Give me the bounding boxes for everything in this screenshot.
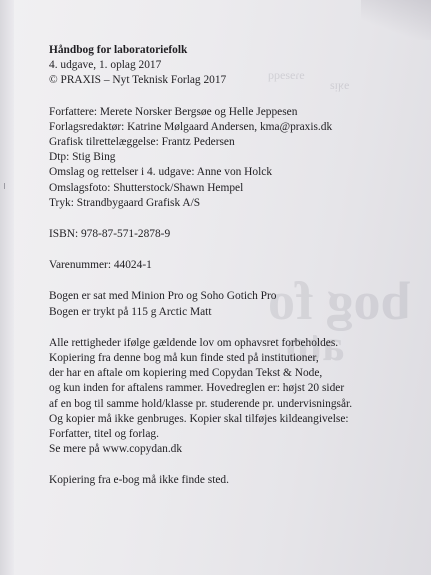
rights-line: af en bog til samme hold/klasse pr. studerende pr. undervisningsår. <box>49 397 353 410</box>
page-corner-shadow <box>361 0 431 40</box>
copyright-line: © PRAXIS – Nyt Teknisk Forlag 2017 <box>49 74 227 87</box>
book-title: Håndbog for laboratoriefolk <box>49 44 188 56</box>
typesetting-line: Bogen er sat med Minion Pro og Soho Gotich Pro <box>49 290 277 303</box>
credit-cover-photo: Omslagsfoto: Shutterstock/Shawn Hempel <box>49 181 244 194</box>
show-through-text: ɘʞᴉƨ <box>330 78 350 92</box>
rights-line: Se mere på www.copydan.dk <box>49 443 183 456</box>
rights-line: Kopiering fra denne bog må kun finde sted på institutioner, <box>49 352 319 365</box>
page-spine-edge <box>0 0 14 575</box>
spine-mark <box>4 183 8 189</box>
credit-authors: Forfattere: Merete Norsker Bergsøe og Helle Jeppesen <box>49 105 298 118</box>
credit-design: Grafisk tilrettelæggelse: Frantz Pedersen <box>49 136 235 149</box>
spacer <box>49 320 419 336</box>
rights-line: der har en aftale om kopiering med Copydan Tekst & Node, <box>49 367 323 380</box>
item-number-line: Varenummer: 44024-1 <box>49 259 152 272</box>
show-through-text: ato <box>286 321 345 370</box>
isbn-line: ISBN: 978-87-571-2878-9 <box>49 228 171 241</box>
credit-cover: Omslag og rettelser i 4. udgave: Anne von Holck <box>49 166 273 179</box>
spacer <box>49 211 419 227</box>
rights-line: Forfatter, titel og forlag. <box>49 428 159 441</box>
credit-editor: Forlagsredaktør: Katrine Mølgaard Andersen, kma@praxis.dk <box>49 120 333 133</box>
ebook-notice: Kopiering fra e-bog må ikke finde sted. <box>49 474 229 487</box>
spacer <box>49 242 419 258</box>
spacer <box>49 273 419 289</box>
colophon-content <box>49 43 419 489</box>
credit-print: Tryk: Strandbygaard Grafisk A/S <box>49 196 201 209</box>
spacer <box>49 457 419 473</box>
spacer <box>49 89 419 105</box>
rights-line: Og kopier må ikke genbruges. Kopier skal tilføjes kildeangivelse: <box>49 412 349 425</box>
show-through-text: ɘɿɘƨɘqq <box>268 68 305 82</box>
rights-line: Alle rettigheder ifølge gældende lov om ophavsret forbeholdes. <box>49 336 339 349</box>
rights-line: og kun inden for aftalens rammer. Hovedreglen er: højst 20 sider <box>49 382 345 395</box>
show-through-text: bog fo <box>268 271 411 331</box>
paper-line: Bogen er trykt på 115 g Arctic Matt <box>49 305 212 318</box>
credit-dtp: Dtp: Stig Bing <box>49 151 116 164</box>
edition-line: 4. udgave, 1. oplag 2017 <box>49 59 162 72</box>
